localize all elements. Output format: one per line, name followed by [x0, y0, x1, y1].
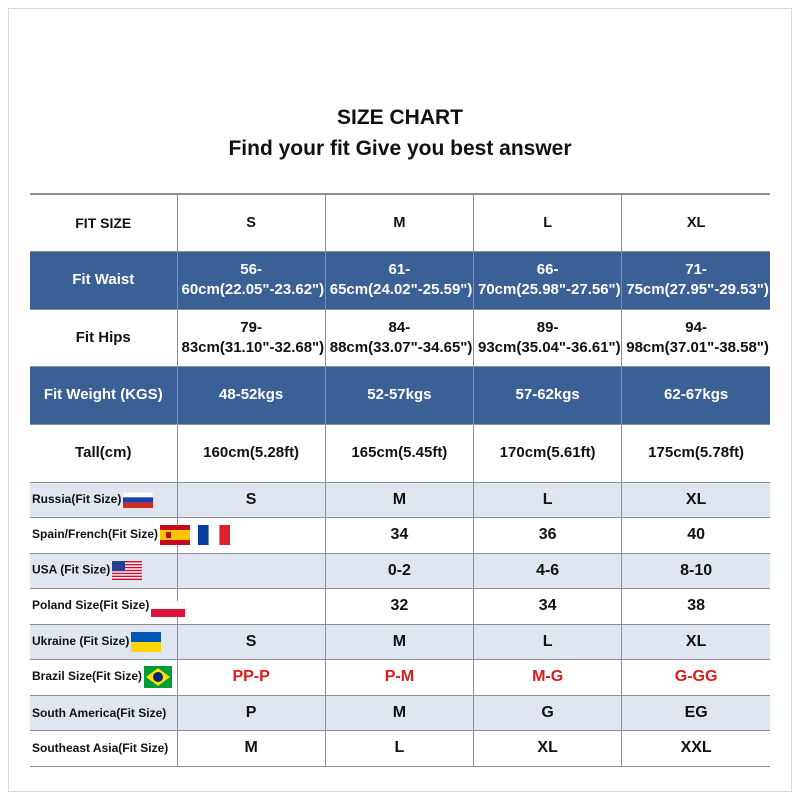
row-label: Fit Weight (KGS) [30, 366, 177, 424]
table-cell: 52-57kgs [325, 366, 473, 424]
row-label: Fit Waist [30, 251, 177, 309]
table-cell: 175cm(5.78ft) [622, 424, 770, 482]
country-label: USA (Fit Size) [32, 562, 111, 577]
header-size-xl: XL [622, 194, 770, 251]
row-label: South America(Fit Size) [30, 695, 177, 731]
table-row-russia [30, 482, 770, 518]
header-label: FIT SIZE [30, 194, 177, 251]
table-row-waist [30, 251, 770, 309]
row-label: Southeast Asia(Fit Size) [30, 731, 177, 767]
table-cell: S [177, 482, 325, 518]
france-flag-icon [198, 525, 230, 545]
brazil-flag-icon [144, 666, 172, 688]
usa-flag-icon [112, 561, 142, 580]
spain-flag-icon [160, 525, 190, 545]
table-cell: 8-10 [622, 553, 770, 589]
row-label [30, 660, 177, 696]
country-label: Russia(Fit Size) [32, 492, 122, 507]
table-cell: 66-70cm(25.98"-27.56") [474, 251, 622, 309]
table-cell: G-GG [622, 660, 770, 696]
table-cell: 32 [325, 589, 473, 625]
table-row-poland [30, 589, 770, 625]
table-row-brazil [30, 660, 770, 696]
chart-subtitle: Find your fit Give you best answer [228, 137, 572, 160]
table-cell: 4-6 [474, 553, 622, 589]
poland-flag-icon [151, 601, 185, 617]
table-cell: L [474, 624, 622, 660]
table-cell: M [177, 731, 325, 767]
table-cell: 56-60cm(22.05"-23.62") [177, 251, 325, 309]
table-header-row [30, 194, 770, 251]
table-cell [177, 553, 325, 589]
table-cell: 160cm(5.28ft) [177, 424, 325, 482]
table-cell: XL [622, 624, 770, 660]
table-cell: 0-2 [325, 553, 473, 589]
table-cell: PP-P [177, 660, 325, 696]
table-cell: M [325, 482, 473, 518]
table-cell: 62-67kgs [622, 366, 770, 424]
table-row-southeast-asia [30, 731, 770, 767]
table-cell [177, 589, 325, 625]
table-cell: M-G [474, 660, 622, 696]
size-chart-table [30, 193, 770, 767]
table-cell: XL [474, 731, 622, 767]
table-cell: P-M [325, 660, 473, 696]
table-cell: 48-52kgs [177, 366, 325, 424]
row-label [30, 589, 177, 625]
table-cell: 94-98cm(37.01"-38.58") [622, 309, 770, 366]
header-size-m: M [325, 194, 473, 251]
row-label: Fit Hips [30, 309, 177, 366]
russia-flag-icon [123, 492, 153, 508]
row-label [30, 553, 177, 589]
table-cell: 38 [622, 589, 770, 625]
table-row-hips [30, 309, 770, 366]
table-cell: 61-65cm(24.02"-25.59") [325, 251, 473, 309]
chart-title: SIZE CHART [337, 106, 463, 129]
table-row-usa [30, 553, 770, 589]
table-cell: 34 [474, 589, 622, 625]
table-cell: G [474, 695, 622, 731]
table-cell: M [325, 695, 473, 731]
table-cell: 89-93cm(35.04"-36.61") [474, 309, 622, 366]
table-cell: EG [622, 695, 770, 731]
country-label: Ukraine (Fit Size) [32, 633, 130, 648]
table-cell: 71-75cm(27.95"-29.53") [622, 251, 770, 309]
table-cell: 40 [622, 518, 770, 554]
table-cell: 84-88cm(33.07"-34.65") [325, 309, 473, 366]
ukraine-flag-icon [131, 632, 161, 652]
table-row-ukraine [30, 624, 770, 660]
row-label [30, 518, 177, 554]
table-cell: P [177, 695, 325, 731]
table-row-weight [30, 366, 770, 424]
header-size-s: S [177, 194, 325, 251]
table-cell: 79-83cm(31.10"-32.68") [177, 309, 325, 366]
country-label: Brazil Size(Fit Size) [32, 669, 143, 684]
row-label [30, 482, 177, 518]
table-cell: M [325, 624, 473, 660]
table-row-spain-french [30, 518, 770, 554]
table-cell: L [474, 482, 622, 518]
table-cell: XL [622, 482, 770, 518]
header-size-l: L [474, 194, 622, 251]
row-label [30, 624, 177, 660]
table-cell: S [177, 624, 325, 660]
table-cell: 36 [474, 518, 622, 554]
row-label: Tall(cm) [30, 424, 177, 482]
table-cell: 57-62kgs [474, 366, 622, 424]
table-cell: 34 [325, 518, 473, 554]
table-row-tall [30, 424, 770, 482]
table-cell: XXL [622, 731, 770, 767]
table-cell: L [325, 731, 473, 767]
table-cell: 170cm(5.61ft) [474, 424, 622, 482]
table-cell: 165cm(5.45ft) [325, 424, 473, 482]
country-label: Poland Size(Fit Size) [32, 598, 150, 613]
table-row-south-america [30, 695, 770, 731]
country-label: Spain/French(Fit Size) [32, 527, 159, 542]
